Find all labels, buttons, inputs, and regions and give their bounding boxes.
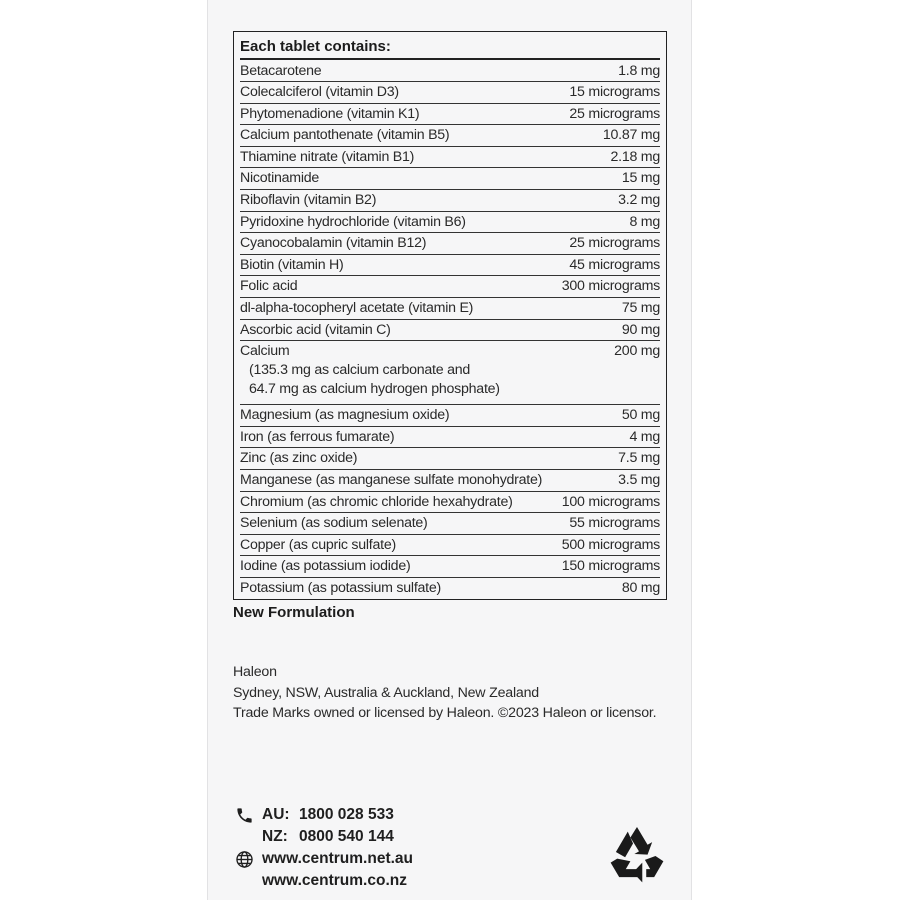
- ingredient-name: Riboflavin (vitamin B2): [240, 192, 377, 209]
- ingredient-name: Betacarotene: [240, 62, 322, 79]
- ingredient-name: Chromium (as chromic chloride hexahydrate): [240, 493, 513, 510]
- ingredient-name: Folic acid: [240, 278, 298, 295]
- table-row: [240, 448, 660, 470]
- website-nz-link[interactable]: www.centrum.co.nz: [262, 872, 407, 889]
- table-row: [240, 276, 660, 298]
- ingredient-rows: [240, 61, 660, 600]
- ingredient-name: Cyanocobalamin (vitamin B12): [240, 235, 427, 252]
- ingredient-amount: 55 micrograms: [569, 515, 660, 532]
- table-row: [240, 492, 660, 514]
- company-location: Sydney, NSW, Australia & Auckland, New Zealand: [233, 684, 539, 701]
- ingredient-amount: 15 mg: [621, 170, 660, 187]
- ingredient-amount: 2.18 mg: [610, 148, 660, 165]
- ingredient-note: (135.3 mg as calcium carbonate and: [249, 362, 470, 379]
- table-row: [240, 168, 660, 190]
- ingredient-amount: 1.8 mg: [618, 62, 660, 79]
- company-name: Haleon: [233, 664, 277, 680]
- ingredient-name: Potassium (as potassium sulfate): [240, 579, 441, 596]
- table-heading: Each tablet contains:: [240, 35, 660, 60]
- ingredient-name: Biotin (vitamin H): [240, 256, 344, 273]
- ingredient-amount: 8 mg: [629, 213, 660, 230]
- ingredient-amount: 90 mg: [621, 321, 660, 338]
- ingredient-name: Magnesium (as magnesium oxide): [240, 407, 450, 424]
- website-au-link[interactable]: www.centrum.net.au: [262, 850, 414, 867]
- ingredient-name: Selenium (as sodium selenate): [240, 515, 428, 532]
- table-row: [240, 405, 660, 427]
- ingredient-name: Nicotinamide: [240, 170, 320, 187]
- recycle-icon: [604, 823, 670, 885]
- ingredient-amount: 50 mg: [621, 407, 660, 424]
- company-info: [233, 662, 656, 724]
- table-row: [240, 320, 660, 342]
- ingredient-name: Calcium: [240, 343, 290, 360]
- ingredient-amount: 10.87 mg: [602, 127, 660, 144]
- ingredient-name: Iron (as ferrous fumarate): [240, 428, 395, 445]
- table-row: [240, 427, 660, 449]
- ingredient-amount: 150 micrograms: [561, 558, 660, 575]
- ingredient-name: Zinc (as zinc oxide): [240, 450, 358, 467]
- ingredient-amount: 15 micrograms: [569, 84, 660, 101]
- web-nz-line: [233, 870, 413, 892]
- ingredient-note: 64.7 mg as calcium hydrogen phosphate): [249, 381, 500, 398]
- phone-au-line: [233, 804, 413, 826]
- table-row: [240, 61, 660, 83]
- ingredient-amount: 80 mg: [621, 579, 660, 596]
- table-row: [240, 298, 660, 320]
- table-row: [240, 341, 660, 405]
- phone-nz-line: [233, 826, 413, 848]
- ingredient-name: Copper (as cupric sulfate): [240, 536, 396, 553]
- phone-icon: [233, 804, 255, 826]
- ingredient-amount: 25 micrograms: [569, 105, 660, 122]
- ingredient-name: Ascorbic acid (vitamin C): [240, 321, 391, 338]
- ingredient-name: Phytomenadione (vitamin K1): [240, 105, 420, 122]
- ingredient-name: Calcium pantothenate (vitamin B5): [240, 127, 450, 144]
- table-row: [240, 82, 660, 104]
- ingredient-amount: 3.2 mg: [618, 192, 660, 209]
- table-row: [240, 578, 660, 600]
- table-row: [240, 255, 660, 277]
- ingredients-table: [233, 31, 667, 600]
- contact-block: [233, 804, 413, 892]
- trademark-notice: Trade Marks owned or licensed by Haleon. ©2023 Haleon or licensor.: [233, 705, 657, 721]
- table-row: [240, 556, 660, 578]
- nz-phone-number[interactable]: 0800 540 144: [299, 828, 394, 845]
- ingredient-name: Thiamine nitrate (vitamin B1): [240, 148, 415, 165]
- table-row: [240, 212, 660, 234]
- table-row: [240, 147, 660, 169]
- new-formulation-label: New Formulation: [233, 604, 355, 621]
- ingredient-amount: 500 micrograms: [561, 536, 660, 553]
- ingredient-name: Iodine (as potassium iodide): [240, 558, 411, 575]
- ingredient-name: Colecalciferol (vitamin D3): [240, 84, 399, 101]
- table-row: [240, 125, 660, 147]
- ingredient-amount: 45 micrograms: [569, 256, 660, 273]
- ingredient-name: dl-alpha-tocopheryl acetate (vitamin E): [240, 300, 474, 317]
- ingredient-amount: 3.5 mg: [618, 472, 660, 488]
- table-row: [240, 513, 660, 535]
- au-phone-number[interactable]: 1800 028 533: [299, 806, 394, 823]
- table-row: [240, 233, 660, 255]
- web-au-line: [233, 848, 413, 870]
- ingredient-amount: 100 micrograms: [561, 493, 660, 510]
- table-row: [240, 535, 660, 557]
- table-row: [240, 190, 660, 212]
- globe-icon: [233, 848, 255, 870]
- ingredient-name-block: [240, 341, 500, 399]
- au-label: AU:: [262, 806, 290, 823]
- ingredient-amount: 7.5 mg: [618, 450, 660, 467]
- ingredient-amount: 300 micrograms: [561, 278, 660, 295]
- ingredient-name: Manganese (as manganese sulfate monohydrate): [240, 472, 543, 488]
- ingredient-name: Pyridoxine hydrochloride (vitamin B6): [240, 213, 466, 230]
- ingredient-amount: 75 mg: [621, 300, 660, 317]
- nz-label: NZ:: [262, 828, 288, 845]
- ingredient-amount: 200 mg: [614, 343, 660, 360]
- table-row: [240, 470, 660, 492]
- table-row: [240, 104, 660, 126]
- ingredient-amount: 25 micrograms: [569, 235, 660, 252]
- ingredient-amount: 4 mg: [629, 428, 660, 445]
